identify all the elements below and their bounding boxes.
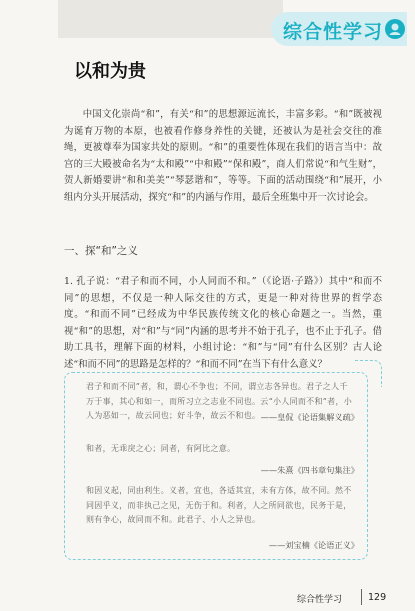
quote-text: 君子和而不同”者，和，谓心不争也；不同，谓立志各异也。君子之人千万于事，其心和如一，而所习立之志业不同也。云“小人同而不和”者，小人为恶如一，故云同也；好斗争，故云不和也。 bbox=[86, 382, 353, 420]
quote-box-corner bbox=[355, 360, 382, 387]
intro-paragraph: 中国文化崇尚“和”，有关“和”的思想源远流长，丰富多彩。“和”既被视为诞育万物的本原，也被看作修身养性的关键，还被认为是社会交往的准绳，更被尊奉为国家共处的原则。“和”的重要性体现在我们的语言当中：故宫的三大殿被命名为“太和殿”“中和殿”“保和殿”，商人们常说“和气生财”，贺人新婚要讲“和和美美”“琴瑟谐和”，等等。下面的活动围绕“和”展开，小组内分头开展活动，探究“和”的内涵与作用，最后全班集中开一次讨论会。 bbox=[64, 109, 382, 203]
quote-text: 和者，无乖戾之心；同者，有阿比之意。 bbox=[86, 444, 236, 453]
person-circle-icon bbox=[385, 19, 405, 39]
page-number: 129 bbox=[368, 592, 387, 603]
quote-text: 和因义起，同由利生。义者，宜也，各适其宜，未有方体，故不同。然不同因乎义，而非执己之见，无伤于和。利者，人之所同欲也，民务于是，则有争心，故同而不和。此君子、小人之异也。 bbox=[86, 486, 352, 524]
quote-source: ——皇侃《论语集解义疏》 bbox=[260, 412, 359, 422]
task-paragraph: 1. 孔子说：“君子和而不同，小人同而不和。”（《论语·子路》）其中“和而不同”的思想，不仅是一种人际交往的方式，更是一种对待世界的哲学态度。“和而不同”已经成为中华民族传统文化的核心命题之一。当然，重视“和”的思想，对“和”与“同”内涵的思考并不始于孔子，也不止于孔子。借助工具书，理解下面的材料，小组讨论：“和”与“同”有什么区别？古人论述“和而不同”的思路是怎样的？“和而不同”在当下有什么意义？ bbox=[64, 276, 382, 370]
footer-label: 综合性学习 bbox=[297, 595, 343, 605]
quote-source: ——刘宝楠《论语正义》 bbox=[268, 540, 359, 550]
section-heading: 一、探“和”之义 bbox=[64, 245, 138, 257]
footer-divider bbox=[361, 589, 362, 605]
quote-source: ——朱熹《四书章句集注》 bbox=[260, 465, 359, 475]
top-background-bar bbox=[58, 0, 283, 38]
lesson-title: 以和为贵 bbox=[74, 61, 146, 82]
section-title: 综合性学习 bbox=[282, 21, 383, 43]
